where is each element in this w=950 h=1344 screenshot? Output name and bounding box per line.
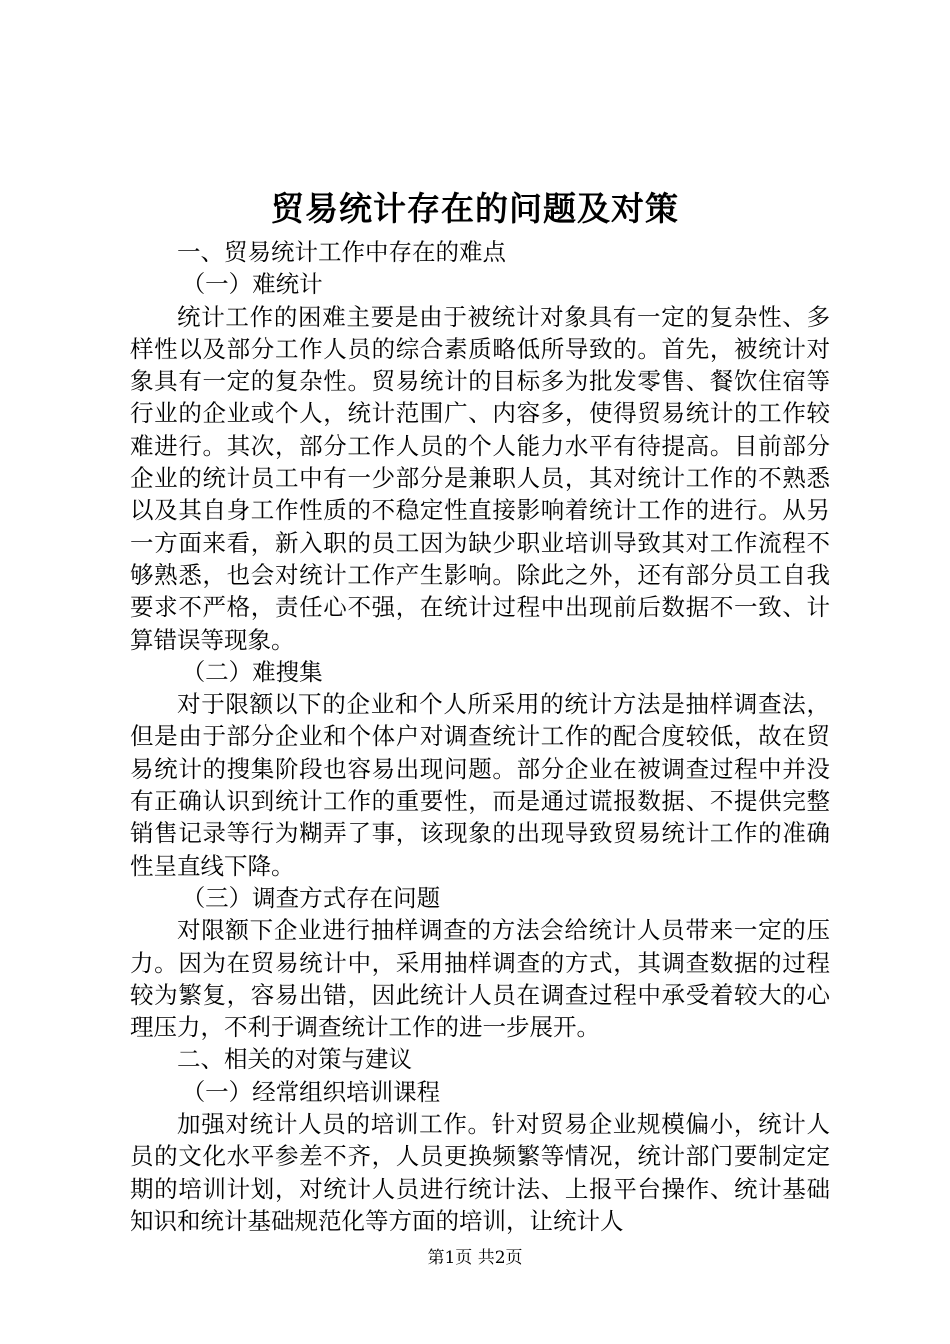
subsection-heading-1-2: （二）难搜集 <box>181 657 323 686</box>
paragraph-difficult-statistics: 统计工作的困难主要是由于被统计对象具有一定的复杂性、多样性以及部分工作人员的综合素质略低所导致的。首先，被统计对象具有一定的复杂性。贸易统计的目标多为批发零售、餐饮住宿等行业的企业或个人，统计范围广、内容多，使得贸易统计的工作较难进行。其次，部分工作人员的个人能力水平有待提高。目前部分企业的统计员工中有一少部分是兼职人员，其对统计工作的不熟悉以及其自身工作性质的不稳定性直接影响着统计工作的进行。从另一方面来看，新入职的员工因为缺少职业培训导致其对工作流程不够熟悉，也会对统计工作产生影响。除此之外，还有部分员工自我要求不严格，责任心不强，在统计过程中出现前后数据不一致、计算错误等现象。 <box>130 302 830 654</box>
subsection-heading-1-1: （一）难统计 <box>181 270 323 299</box>
section-heading-1: 一、贸易统计工作中存在的难点 <box>177 238 506 266</box>
subsection-heading-2-1: （一）经常组织培训课程 <box>181 1077 441 1106</box>
paragraph-survey-method: 对限额下企业进行抽样调查的方法会给统计人员带来一定的压力。因为在贸易统计中，采用抽样调查的方式，其调查数据的过程较为繁复，容易出错，因此统计人员在调查过程中承受着较大的心理压力，不利于调查统计工作的进一步展开。 <box>130 916 830 1042</box>
document-title: 贸易统计存在的问题及对策 <box>271 189 679 228</box>
document-body <box>130 236 830 1237</box>
section-heading-2: 二、相关的对策与建议 <box>177 1045 412 1074</box>
paragraph-training: 加强对统计人员的培训工作。针对贸易企业规模偏小，统计人员的文化水平参差不齐，人员更换频繁等情况，统计部门要制定定期的培训计划，对统计人员进行统计法、上报平台操作、统计基础知识和统计基础规范化等方面的培训，让统计人 <box>130 1110 830 1235</box>
paragraph-difficult-collection: 对于限额以下的企业和个人所采用的统计方法是抽样调查法，但是由于部分企业和个体户对调查统计工作的配合度较低，故在贸易统计的搜集阶段也容易出现问题。部分企业在被调查过程中并没有正确认识到统计工作的重要性，而是通过谎报数据、不提供完整销售记录等行为糊弄了事，该现象的出现导致贸易统计工作的准确性呈直线下降。 <box>130 690 830 880</box>
subsection-heading-1-3: （三）调查方式存在问题 <box>181 883 441 912</box>
page-number-footer: 第1页 共2页 <box>427 1248 523 1268</box>
